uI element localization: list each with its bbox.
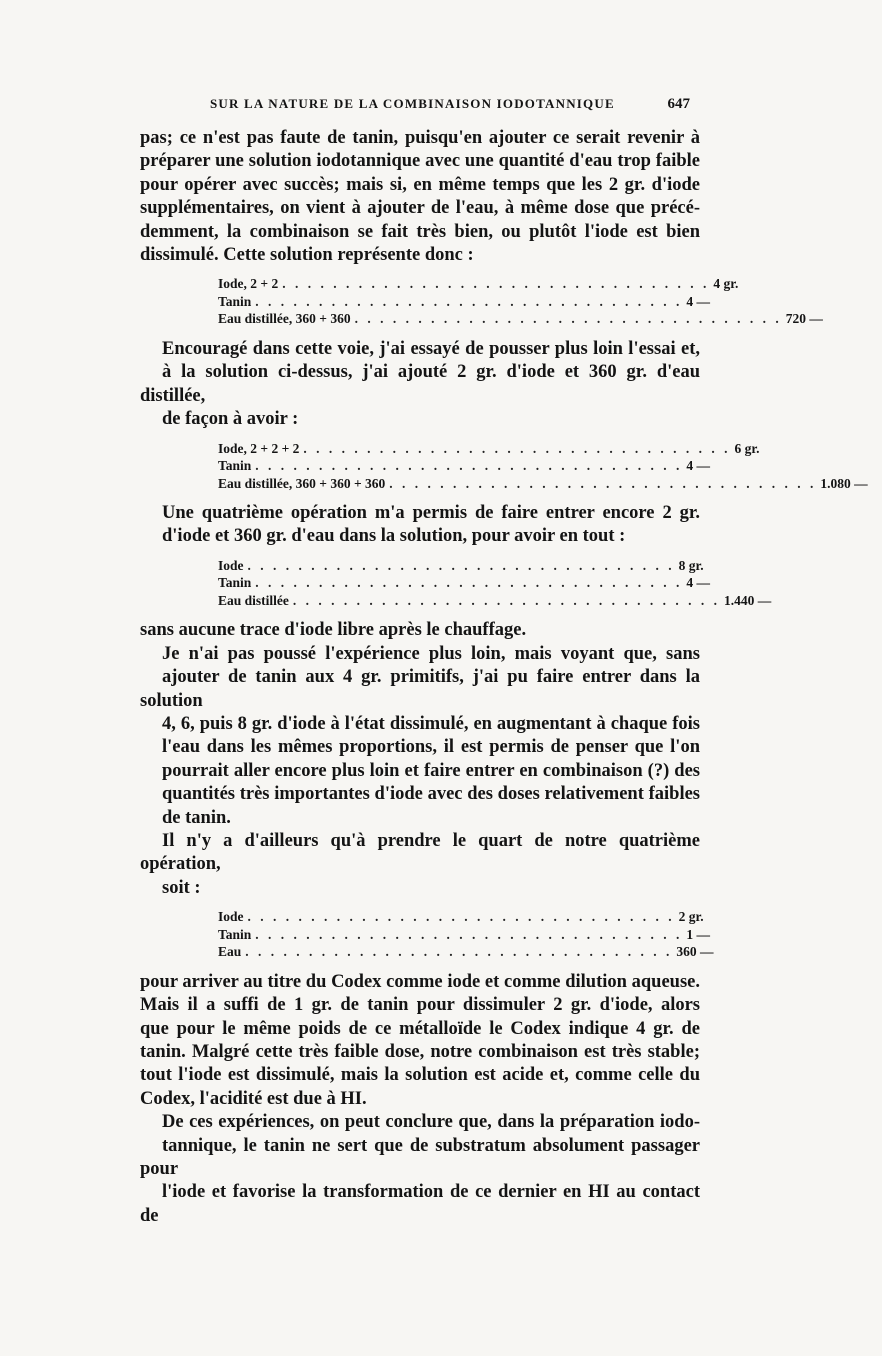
table-row	[218, 293, 711, 311]
ingredient-quantity: 8 gr.	[678, 557, 704, 573]
text-line: préparer une solution iodotannique avec une quantité d'eau trop faible	[140, 151, 700, 172]
dot-leader: . . . . . . . . . . . . . . . . . . . . . . . . . . . . . . . . . .	[389, 475, 817, 491]
ingredient-label: Iode, 2 + 2 + 2	[218, 440, 300, 456]
paragraph	[140, 830, 700, 900]
text-line: quantités très importantes d'iode avec des doses relativement faibles	[162, 784, 700, 805]
page-header	[140, 96, 690, 118]
text-line: l'iode et favorise la transformation de ce dernier en HI au contact de	[140, 1182, 700, 1226]
composition-table	[218, 440, 868, 493]
text-line: tout l'iode est dissimulé, mais la solution est acide et, comme celle du	[140, 1065, 700, 1086]
ingredient-quantity: 4 —	[686, 293, 711, 309]
ingredient-label: Eau distillée	[218, 592, 289, 608]
ingredient-label: Tanin	[218, 293, 252, 309]
ingredient-label: Iode	[218, 909, 244, 925]
ingredient-quantity: 6 gr.	[734, 440, 760, 456]
ingredient-quantity: 4 gr.	[713, 276, 739, 292]
composition-table	[218, 557, 772, 610]
ingredient-quantity: 1.080 —	[820, 475, 868, 491]
ingredient-quantity: 4 —	[686, 458, 711, 474]
dot-leader: . . . . . . . . . . . . . . . . . . . . . . . . . . . . . . . . . .	[303, 440, 731, 456]
ingredient-quantity: 4 —	[686, 575, 711, 591]
paragraph	[140, 619, 700, 642]
ingredient-label: Iode, 2 + 2	[218, 276, 279, 292]
text-line: d'iode et 360 gr. d'eau dans la solution, pour avoir en tout :	[162, 526, 626, 547]
ingredient-label: Tanin	[218, 575, 252, 591]
table-row	[218, 475, 868, 493]
ingredient-label: Eau distillée, 360 + 360 + 360	[218, 475, 386, 491]
text-line: pourrait aller encore plus loin et faire entrer en combinaison (?) des	[162, 760, 700, 781]
text-line: pour arriver au titre du Codex comme iode et comme dilution aqueuse.	[140, 971, 700, 992]
text-line: Codex, l'acidité est due à HI.	[140, 1088, 367, 1109]
composition-table	[218, 908, 714, 961]
paragraph	[140, 971, 700, 1111]
ingredient-label: Iode	[218, 557, 244, 573]
paragraph	[140, 502, 700, 549]
paragraph	[140, 127, 700, 267]
table-row	[218, 908, 704, 926]
dot-leader: . . . . . . . . . . . . . . . . . . . . . . . . . . . . . . . . . .	[354, 311, 782, 327]
dot-leader: . . . . . . . . . . . . . . . . . . . . . . . . . . . . . . . . . .	[282, 276, 710, 292]
text-line: dissimulé. Cette solution représente donc :	[140, 245, 474, 266]
dot-leader: . . . . . . . . . . . . . . . . . . . . . . . . . . . . . . . . . .	[255, 458, 683, 474]
ingredient-label: Tanin	[218, 458, 252, 474]
text-line: 4, 6, puis 8 gr. d'iode à l'état dissimulé, en augmentant à chaque fois	[162, 714, 700, 734]
table-row	[218, 310, 823, 328]
paragraph	[140, 643, 700, 830]
ingredient-label: Eau	[218, 944, 242, 960]
text-line: pas; ce n'est pas faute de tanin, puisqu'en ajouter ce serait revenir à	[140, 128, 700, 148]
text-line: De ces expériences, on peut conclure que, dans la préparation iodo-	[162, 1112, 700, 1133]
dot-leader: . . . . . . . . . . . . . . . . . . . . . . . . . . . . . . . . . .	[255, 293, 683, 309]
text-line: tannique, le tanin ne sert que de substratum absolument passager pour	[140, 1135, 700, 1179]
paragraph	[140, 338, 700, 432]
ingredient-quantity: 1.440 —	[724, 592, 772, 608]
dot-leader: . . . . . . . . . . . . . . . . . . . . . . . . . . . . . . . . . .	[247, 557, 675, 573]
text-line: ajouter de tanin aux 4 gr. primitifs, j'ai pu faire entrer dans la solution	[140, 667, 700, 711]
text-line: demment, la combinaison se fait très bien, ou plutôt l'iode est bien	[140, 221, 700, 242]
table-row	[218, 275, 739, 293]
text-line: que pour le même poids de ce métalloïde le Codex indique 4 gr. de	[140, 1018, 700, 1039]
dot-leader: . . . . . . . . . . . . . . . . . . . . . . . . . . . . . . . . . .	[292, 592, 721, 608]
ingredient-quantity: 360 —	[676, 944, 714, 960]
paragraph	[140, 1111, 700, 1228]
table-row	[218, 457, 711, 475]
text-line: pour opérer avec succès; mais si, en même temps que les 2 gr. d'iode	[140, 174, 700, 195]
page-number: 647	[667, 96, 690, 112]
text-line: de tanin.	[162, 807, 231, 828]
text-line: tanin. Malgré cette très faible dose, notre combinaison est très stable;	[140, 1041, 700, 1062]
text-line: à la solution ci-dessus, j'ai ajouté 2 gr. d'iode et 360 gr. d'eau distillée,	[140, 362, 700, 406]
ingredient-quantity: 720 —	[785, 311, 823, 327]
text-line: Il n'y a d'ailleurs qu'à prendre le quart de notre quatrième opération,	[140, 831, 700, 875]
table-row	[218, 943, 714, 961]
table-row	[218, 592, 772, 610]
table-row	[218, 926, 711, 944]
table-row	[218, 574, 711, 592]
text-line: de façon à avoir :	[162, 409, 299, 430]
text-line: supplémentaires, on vient à ajouter de l'eau, à même dose que précé-	[140, 198, 700, 219]
table-row	[218, 557, 704, 575]
text-line: Je n'ai pas poussé l'expérience plus loin, mais voyant que, sans	[162, 643, 700, 664]
ingredient-quantity: 2 gr.	[678, 909, 704, 925]
running-title: SUR LA NATURE DE LA COMBINAISON IODOTANNIQUE	[210, 96, 615, 111]
dot-leader: . . . . . . . . . . . . . . . . . . . . . . . . . . . . . . . . . .	[255, 926, 683, 942]
text-line: sans aucune trace d'iode libre après le chauffage.	[140, 620, 527, 641]
dot-leader: . . . . . . . . . . . . . . . . . . . . . . . . . . . . . . . . . .	[247, 909, 675, 925]
text-line: Une quatrième opération m'a permis de faire entrer encore 2 gr.	[162, 503, 700, 524]
body-text	[140, 127, 868, 1228]
dot-leader: . . . . . . . . . . . . . . . . . . . . . . . . . . . . . . . . . .	[245, 944, 673, 960]
composition-table	[218, 275, 823, 328]
text-line: l'eau dans les mêmes proportions, il est permis de penser que l'on	[162, 737, 700, 758]
text-line: Encouragé dans cette voie, j'ai essayé de pousser plus loin l'essai et,	[162, 338, 700, 359]
ingredient-label: Tanin	[218, 926, 252, 942]
text-line: soit :	[162, 877, 201, 898]
ingredient-label: Eau distillée, 360 + 360	[218, 311, 351, 327]
ingredient-quantity: 1 —	[686, 926, 711, 942]
dot-leader: . . . . . . . . . . . . . . . . . . . . . . . . . . . . . . . . . .	[255, 575, 683, 591]
text-line: Mais il a suffi de 1 gr. de tanin pour dissimuler 2 gr. d'iode, alors	[140, 995, 700, 1016]
table-row	[218, 440, 760, 458]
